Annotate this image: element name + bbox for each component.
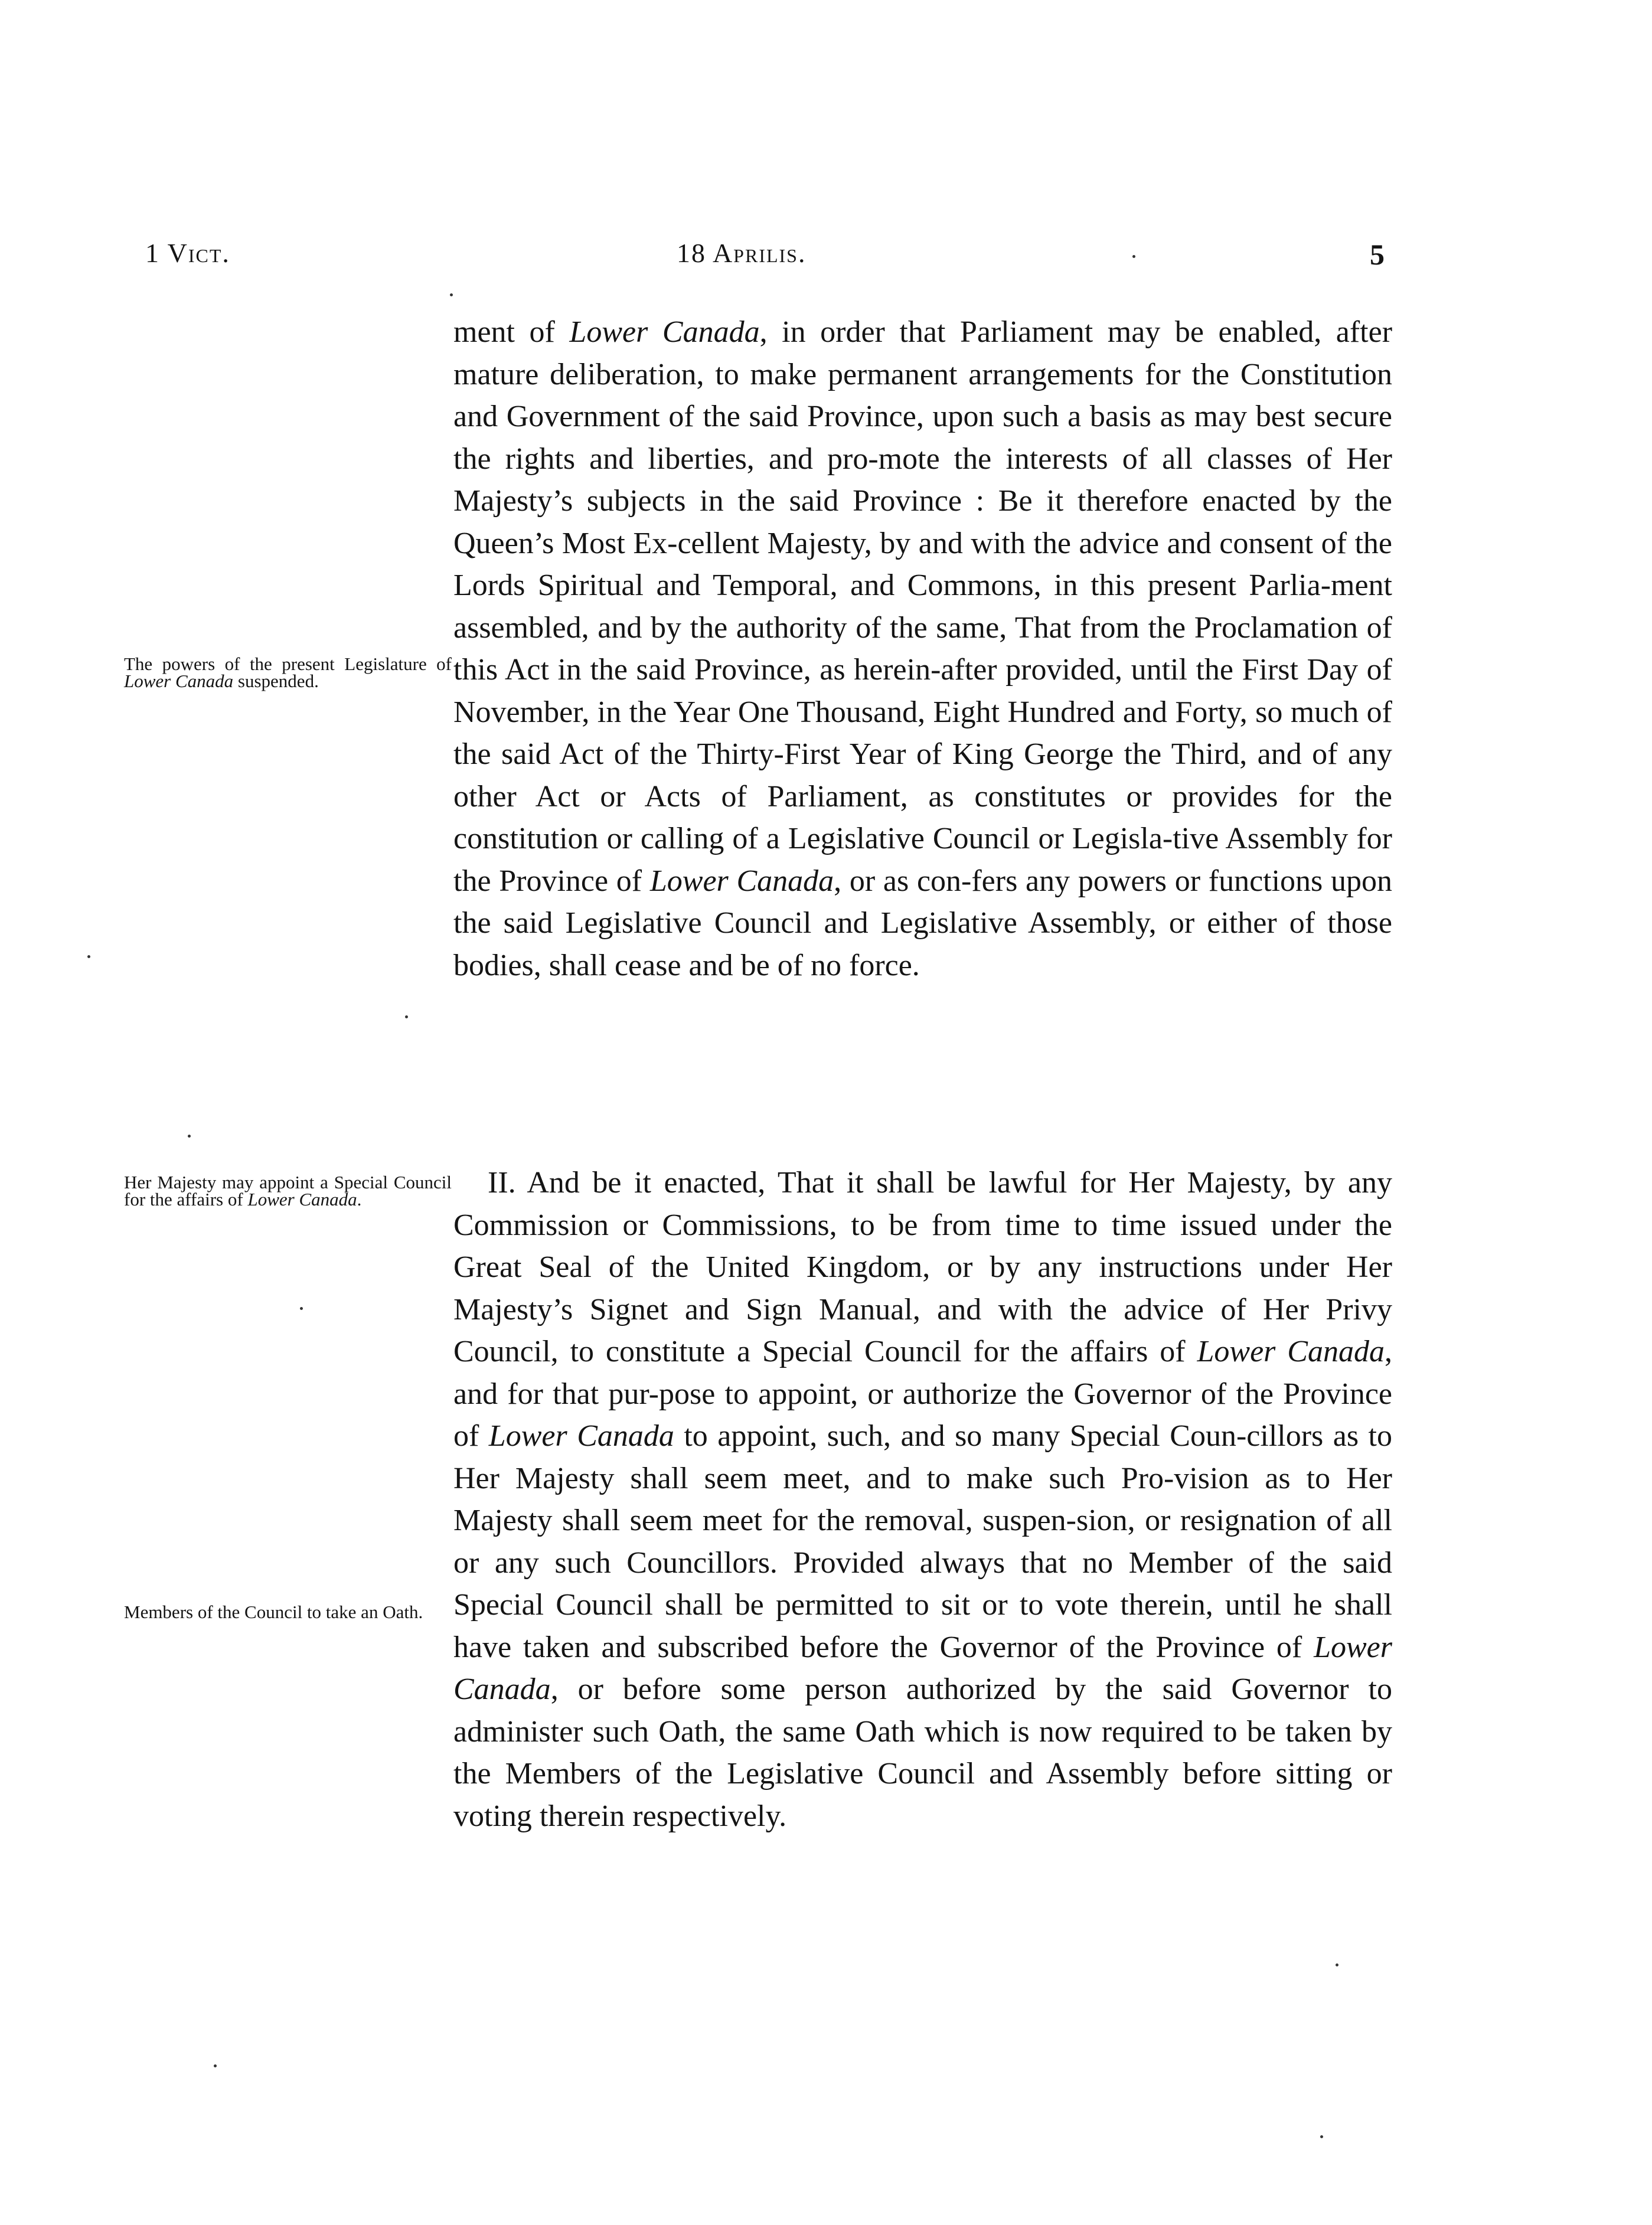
- paragraph-continuation: [453, 311, 1392, 986]
- italic-segment: Lower Canada: [247, 1189, 357, 1210]
- text-segment: , or before some person authorized by the said Governor to administer such Oath, the same Oath which is now required to be taken by the Members of the Legislative Council and Assembly before sitting or voting therein respectively.: [453, 1672, 1392, 1833]
- scan-speck: [1132, 255, 1135, 258]
- scan-speck: [405, 1015, 408, 1018]
- scan-speck: [1336, 1963, 1338, 1966]
- text-segment: Her Majesty may appoint a Special Council for the affairs of: [124, 1172, 452, 1210]
- italic-segment: Lower Canada: [453, 1630, 1392, 1706]
- text-segment: , and for that pur-pose to appoint, or authorize the Governor of the Province of: [453, 1335, 1392, 1453]
- italic-segment: Lower Canada: [569, 315, 760, 349]
- scan-speck: [300, 1307, 303, 1310]
- margin-note-powers-suspended: [124, 655, 452, 690]
- page-number: 5: [1370, 238, 1385, 271]
- scan-speck: [450, 293, 453, 296]
- italic-segment: Lower Canada: [488, 1419, 674, 1453]
- text-segment: ment of: [453, 315, 570, 349]
- text-segment: , or as con-fers any powers or functions upon the said Legislative Council and Legislative Assembly, or either of those bodies, shall cease and be of no force.: [453, 864, 1392, 982]
- running-head-center: 18 Aprilis.: [677, 238, 807, 268]
- italic-segment: Lower Canada: [649, 864, 834, 898]
- italic-segment: Lower Canada: [124, 671, 234, 691]
- text-segment: suspended.: [233, 671, 319, 691]
- text-segment: II. And be it enacted, That it shall be lawful for Her Majesty, by any Commission or Commissions, to be from time to time issued under the Great Seal of the United Kingdom, or by any instructions under Her Majesty’s Signet and Sign Manual, and with the advice of Her Privy Council, to constitute a Special Council for the affairs of: [453, 1166, 1392, 1368]
- text-segment: , in order that Parliament may be enabled, after mature deliberation, to make permanent arrangements for the Constitution and Government of the said Province, upon such a basis as may best secure the rights and liberties, and pro-mote the interests of all classes of Her Majesty’s subjects in the said Province : Be it therefore enacted by the Queen’s Most Ex-cellent Majesty, by and with the advice and consent of the Lords Spiritual and Temporal, and Commons, in this present Parlia-ment assembled, and by the authority of the same, That from the Proclamation of this Act in the said Province, as herein-after provided, until the First Day of November, in the Year One Thousand, Eight Hundred and Forty, so much of the said Act of the Thirty-First Year of King George the Third, and of any other Act or Acts of Parliament, as constitutes or provides for the constitution or calling of a Legislative Council or Legisla-tive Assembly for the Province of: [453, 315, 1393, 898]
- italic-segment: Lower Canada: [1197, 1335, 1385, 1368]
- scan-speck: [188, 1135, 191, 1138]
- paragraph-section-ii: [453, 1162, 1392, 1837]
- margin-note-special-council: [124, 1174, 452, 1208]
- scan-speck: [87, 955, 90, 958]
- scan-speck: [1320, 2135, 1323, 2138]
- running-head-left: 1 Vict.: [145, 238, 230, 268]
- text-segment: to appoint, such, and so many Special Coun-cillors as to Her Majesty shall seem meet, and to make such Pro-vision as to Her Majesty shall seem meet for the removal, suspen-sion, or resignation of all or any such Councillors. Provided always that no Member of the said Special Council shall be permitted to sit or to vote therein, until he shall have taken and subscribed before the Governor of the Province of: [453, 1419, 1392, 1664]
- running-head: [0, 237, 1652, 279]
- margin-note-council-oath: [124, 1603, 452, 1620]
- text-segment: The powers of the present Legislature of: [124, 654, 452, 674]
- text-segment: Members of the Council to take an Oath.: [124, 1602, 423, 1622]
- scan-speck: [214, 2064, 217, 2067]
- text-segment: .: [357, 1189, 362, 1210]
